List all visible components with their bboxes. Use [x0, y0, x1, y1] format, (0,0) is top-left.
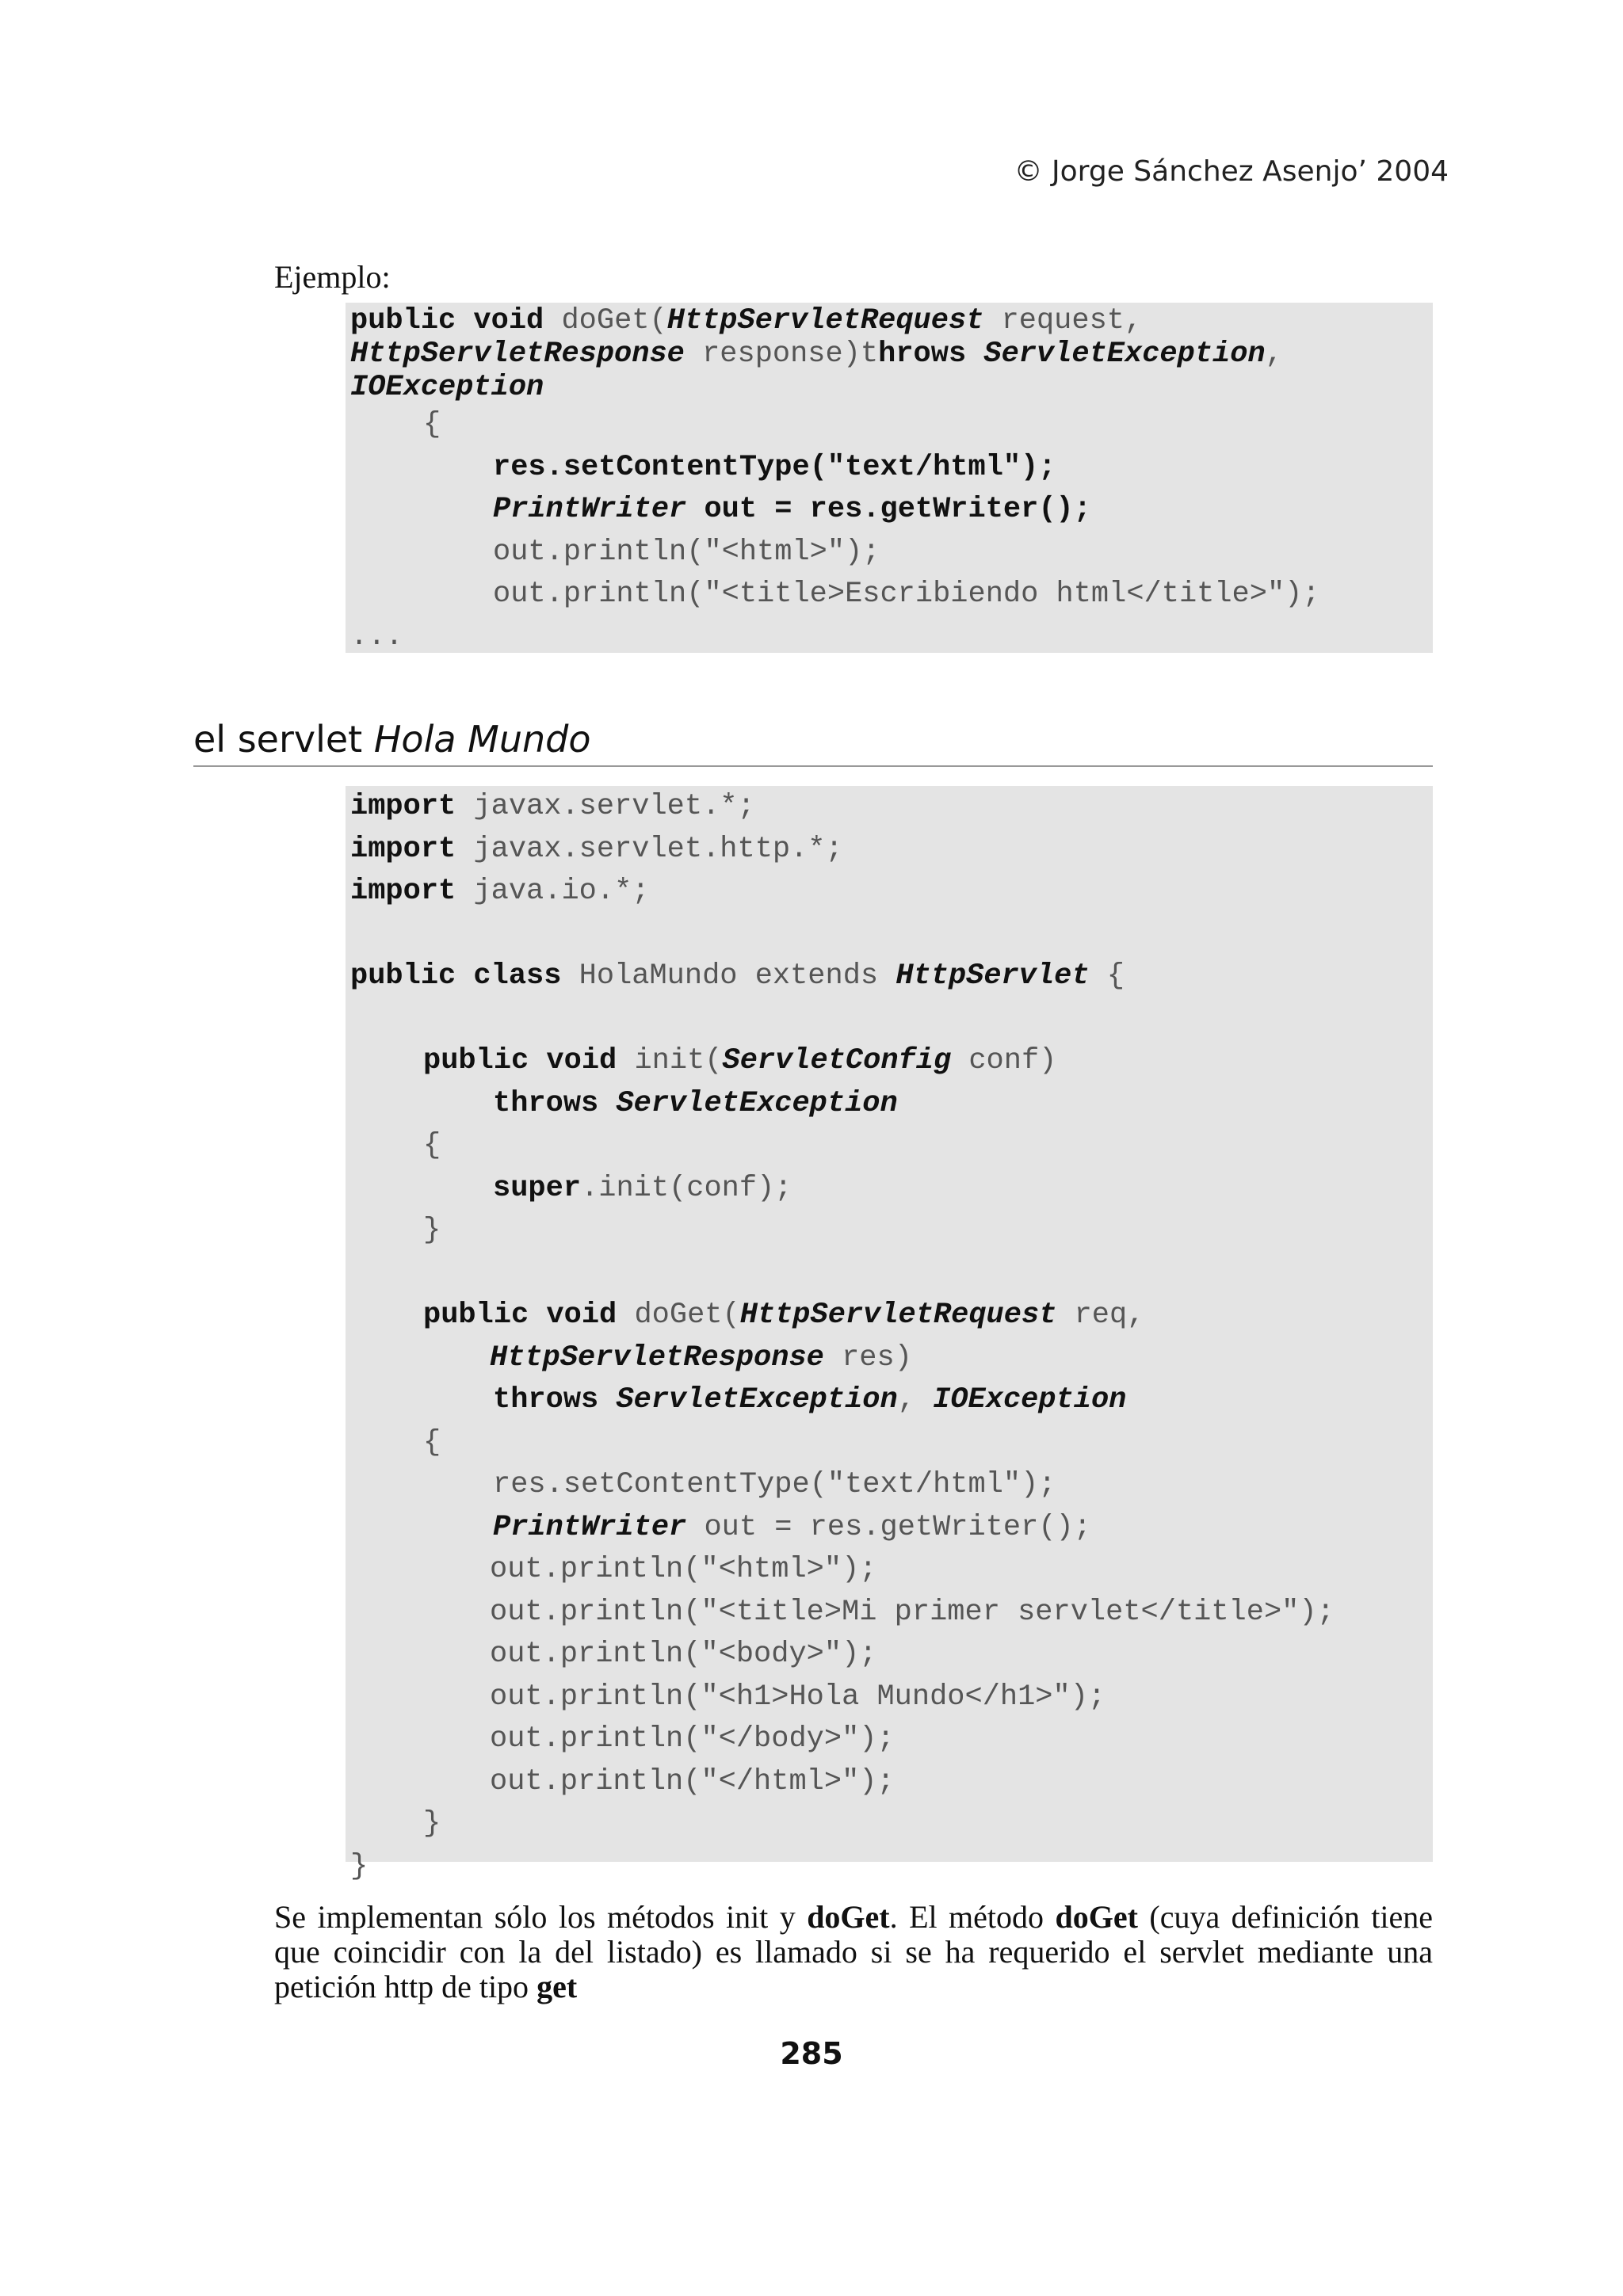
body-paragraph	[274, 1900, 1433, 2004]
code-token: out.println("</html>");	[490, 1764, 895, 1798]
code-token: ...	[350, 620, 403, 654]
code-line	[350, 1040, 1433, 1083]
example-label: Ejemplo:	[274, 259, 391, 295]
code-token: ServletConfig	[722, 1044, 952, 1077]
para-bold-1: doGet	[807, 1899, 890, 1935]
code-token: PrintWriter	[493, 493, 687, 526]
code-token: out.println("<html>");	[490, 1553, 877, 1586]
code-line	[350, 532, 1433, 574]
code-token: javax.servlet.*;	[456, 790, 755, 823]
code-token: HolaMundo extends	[561, 959, 896, 993]
code-token: java.io.*;	[456, 875, 650, 908]
code-line	[350, 1634, 1433, 1676]
code-line	[350, 913, 1433, 956]
code-token: public void	[350, 304, 562, 338]
code-token: public class	[350, 959, 562, 993]
para-bold-3: get	[537, 1969, 578, 2004]
code-line	[350, 1846, 1433, 1889]
code-line	[350, 1718, 1433, 1761]
code-line	[350, 1210, 1433, 1253]
code-token: res)	[823, 1341, 912, 1375]
code-token: out = res.getWriter();	[686, 1510, 1091, 1544]
copyright-header: © Jorge Sánchez Asenjo’ 2004	[1014, 155, 1449, 188]
code-line	[350, 1337, 1433, 1380]
code-line	[350, 871, 1433, 913]
code-token: {	[1089, 959, 1125, 993]
code-token: import	[350, 790, 456, 823]
code-token: out.println("<title>Escribiendo html</title>");	[493, 578, 1320, 611]
code-token: ServletException	[616, 1086, 898, 1120]
code-line	[350, 786, 1433, 829]
code-token: out.println("<h1>Hola Mundo</h1>");	[490, 1680, 1106, 1714]
code-token: out = res.getWriter();	[686, 493, 1091, 526]
code-token: HttpServletResponse	[490, 1341, 824, 1375]
code-line	[350, 371, 1433, 404]
code-token: }	[423, 1807, 441, 1840]
code-token: hrows	[878, 338, 984, 371]
code-token: super	[493, 1171, 582, 1205]
code-line	[350, 1083, 1433, 1126]
code-token: import	[350, 875, 456, 908]
code-token: {	[423, 1425, 441, 1459]
code-token: import	[350, 832, 456, 866]
para-text-3: (cuya definición tiene que coincidir con la del listado) es llamado si se ha requerido el servlet mediante una petición http de tipo	[274, 1899, 1434, 2004]
para-text-1: Se implementan sólo los métodos init y	[274, 1899, 808, 1935]
code-token: out.println("<body>");	[490, 1638, 877, 1671]
code-token: HttpServletRequest	[666, 304, 984, 338]
code-token: {	[423, 408, 441, 441]
code-block-example	[346, 303, 1433, 653]
code-token: ,	[897, 1383, 934, 1417]
code-line	[350, 1168, 1433, 1211]
code-token: doGet(	[617, 1299, 740, 1332]
code-token: }	[423, 1214, 441, 1247]
code-token: ServletException	[616, 1383, 898, 1417]
code-token: req,	[1056, 1299, 1145, 1332]
code-token: throws	[493, 1086, 617, 1120]
section-heading	[193, 718, 1433, 767]
code-line	[350, 1507, 1433, 1550]
code-line	[350, 1253, 1433, 1295]
code-line	[350, 338, 1433, 371]
code-token: {	[423, 1129, 441, 1162]
code-line	[350, 1379, 1433, 1422]
code-line	[350, 1803, 1433, 1846]
code-token: PrintWriter	[493, 1510, 687, 1544]
code-token: ServletException	[983, 338, 1266, 371]
code-token: res.setContentType("text/html");	[493, 450, 1056, 484]
code-line	[350, 1295, 1433, 1337]
code-token: throws	[493, 1383, 617, 1417]
code-line	[350, 1592, 1433, 1634]
code-line	[350, 1422, 1433, 1465]
code-token: HttpServletRequest	[739, 1299, 1057, 1332]
code-block-hola-mundo	[346, 786, 1433, 1883]
code-line	[350, 616, 1433, 659]
code-token: .init(conf);	[581, 1171, 792, 1205]
code-token: public void	[423, 1044, 617, 1077]
para-bold-2: doGet	[1055, 1899, 1138, 1935]
code-token: HttpServletResponse	[350, 338, 685, 371]
code-line	[350, 955, 1433, 998]
code-token: out.println("<html>");	[493, 535, 880, 569]
code-line	[350, 404, 1433, 447]
code-token: ,	[1265, 338, 1283, 371]
code-token: out.println("</body>");	[490, 1722, 895, 1756]
code-line	[350, 829, 1433, 871]
code-line	[350, 574, 1433, 616]
code-line	[350, 447, 1433, 490]
code-token: javax.servlet.http.*;	[456, 832, 843, 866]
section-heading-plain: el servlet	[193, 718, 374, 761]
code-token: request,	[983, 304, 1143, 338]
code-token: IOException	[350, 371, 544, 404]
code-line	[350, 1549, 1433, 1592]
code-token: }	[350, 1849, 369, 1883]
page-number: 285	[780, 2036, 843, 2071]
code-token: HttpServlet	[896, 959, 1090, 993]
code-token: IOException	[933, 1383, 1127, 1417]
code-token: response)t	[684, 338, 879, 371]
code-token: doGet(	[561, 304, 667, 338]
code-line	[350, 1761, 1433, 1804]
code-line	[350, 489, 1433, 532]
section-heading-italic: Hola Mundo	[373, 718, 591, 761]
code-line	[350, 1464, 1433, 1507]
code-token: init(	[617, 1044, 723, 1077]
code-line	[350, 1676, 1433, 1719]
code-token: res.setContentType("text/html");	[493, 1468, 1056, 1501]
para-text-2: . El método	[889, 1899, 1056, 1935]
code-line	[350, 998, 1433, 1041]
code-token: out.println("<title>Mi primer servlet</title>");	[490, 1595, 1335, 1629]
code-line	[350, 1125, 1433, 1168]
code-token: conf)	[951, 1044, 1057, 1077]
code-token: public void	[423, 1299, 617, 1332]
code-line	[350, 304, 1433, 338]
